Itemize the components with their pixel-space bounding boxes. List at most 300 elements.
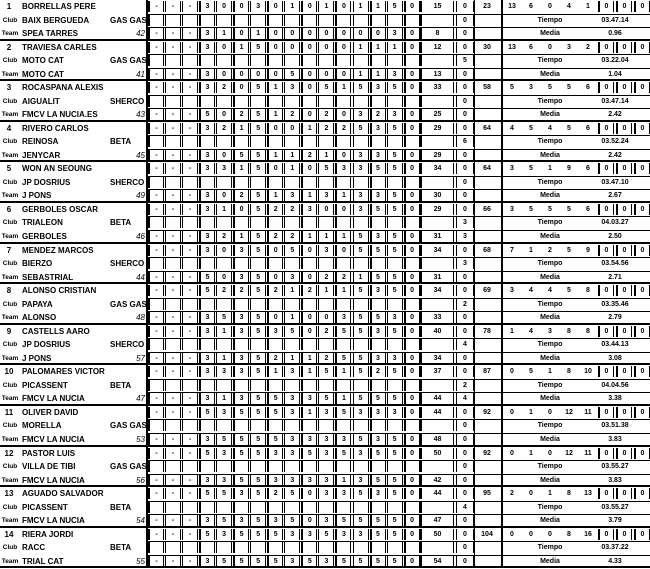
empty-cell (387, 217, 403, 228)
zone-score-cell: 0 (404, 515, 420, 526)
rider-team: GERBOLES (22, 231, 67, 241)
score-count: 16 (584, 530, 592, 538)
empty-cell (165, 177, 181, 188)
dash-cell: - (148, 488, 164, 499)
zone-score-cell: 0 (404, 285, 420, 296)
zone-score-cell: 2 (318, 353, 334, 364)
dash-cell: - (165, 515, 181, 526)
empty-cell (233, 258, 249, 269)
empty-cell (216, 461, 232, 472)
extra-cell: 0 (616, 245, 632, 256)
score-count: 5 (529, 205, 533, 213)
empty-cell (267, 461, 283, 472)
empty-cell (233, 299, 249, 310)
zone-score-cell: 1 (335, 393, 351, 404)
zone-score-cell: 5 (353, 326, 369, 337)
dash-cell: - (182, 556, 198, 567)
dash-cell: - (182, 231, 198, 242)
score-count: 8 (567, 327, 571, 335)
rider-line-name (0, 122, 650, 136)
zone-score-cell: 0 (216, 109, 232, 120)
zone-score-cell: 3 (199, 1, 215, 12)
tiempo-value: 03.47.10 (601, 178, 629, 186)
zone-score-cell: 0 (301, 312, 317, 323)
lap-penalty-cell: 0 (456, 150, 474, 161)
zone-score-cell: 3 (250, 1, 266, 12)
zone-score-cell: 5 (301, 556, 317, 567)
rider-line-club (0, 298, 650, 312)
empty-cell (335, 420, 351, 431)
zone-score-cell: 2 (301, 150, 317, 161)
score-count: 11 (584, 408, 592, 416)
rider-line-name (0, 325, 650, 339)
empty-cell (216, 542, 232, 553)
empty-cell (335, 461, 351, 472)
zone-score-cell: 5 (370, 163, 386, 174)
zone-score-cell: 1 (233, 163, 249, 174)
empty-cell (404, 420, 420, 431)
zone-score-cell: 3 (199, 393, 215, 404)
rider-number: 41 (136, 69, 145, 79)
lap-total-cell: 44 (420, 393, 454, 404)
time-penalty-cell: 6 (456, 136, 474, 147)
score-count: 0 (548, 449, 552, 457)
zone-score-cell: 3 (199, 231, 215, 242)
zone-score-cell: 1 (335, 190, 351, 201)
rider-brand: SHERCO (110, 259, 145, 269)
rider-entry (0, 41, 650, 82)
extra-cell: 0 (616, 123, 632, 134)
zone-score-cell: 3 (301, 204, 317, 215)
dash-cell: - (182, 109, 198, 120)
empty-cell (216, 55, 232, 66)
rider-name: CASTELLS AARO (22, 326, 90, 336)
zone-score-cell: 1 (216, 28, 232, 39)
empty-cell (420, 502, 454, 513)
extra-cell: 0 (598, 366, 614, 377)
zone-score-cell: 5 (250, 285, 266, 296)
lap-penalty-cell: 0 (456, 312, 474, 323)
empty-cell (165, 420, 181, 431)
empty-cell (148, 542, 164, 553)
empty-cell (148, 339, 164, 350)
extra-cell: 0 (616, 529, 632, 540)
dash-cell: - (148, 69, 164, 80)
zone-score-cell: 3 (199, 123, 215, 134)
empty-cell (353, 177, 369, 188)
score-count: 4 (548, 287, 552, 295)
team-label: Team (1, 151, 19, 159)
score-count: 7 (510, 246, 514, 254)
empty-cell (148, 461, 164, 472)
zone-score-cell: 1 (353, 42, 369, 53)
empty-cell (267, 299, 283, 310)
extra-cell: 0 (634, 448, 650, 459)
zone-score-cell: 2 (284, 231, 300, 242)
zone-score-cell: 1 (267, 366, 283, 377)
zone-score-cell: 0 (301, 69, 317, 80)
zone-score-cell: 1 (301, 366, 317, 377)
empty-cell (182, 339, 198, 350)
empty-cell (148, 136, 164, 147)
zone-score-cell: 3 (199, 245, 215, 256)
rider-number: 55 (136, 556, 145, 566)
zone-score-cell: 1 (284, 1, 300, 12)
media-value: 2.71 (608, 273, 622, 281)
zone-score-cell: 5 (250, 190, 266, 201)
rider-entry (0, 244, 650, 285)
grand-total: 64 (483, 165, 491, 173)
dash-cell: - (165, 312, 181, 323)
zone-score-cell: 0 (267, 272, 283, 283)
zone-score-cell: 3 (267, 326, 283, 337)
media-label: Media (540, 435, 560, 443)
lap-total-cell: 34 (420, 285, 454, 296)
empty-cell (318, 96, 334, 107)
dash-cell: - (148, 529, 164, 540)
lap-total-cell: 34 (420, 245, 454, 256)
empty-cell (335, 502, 351, 513)
lap-total-cell: 34 (420, 353, 454, 364)
lap-total-cell: 15 (420, 1, 454, 12)
empty-cell (284, 542, 300, 553)
extra-cell: 0 (598, 163, 614, 174)
zone-score-cell: 3 (199, 204, 215, 215)
dash-cell: - (165, 353, 181, 364)
rider-position: 3 (6, 83, 12, 93)
rider-entry (0, 528, 650, 569)
rider-name: ALONSO CRISTIAN (22, 286, 97, 296)
empty-cell (335, 136, 351, 147)
tiempo-value: 03.37.22 (601, 544, 629, 552)
empty-cell (353, 420, 369, 431)
lap-penalty-cell: 0 (456, 163, 474, 174)
zone-score-cell: 3 (370, 150, 386, 161)
tiempo-value: 03.47.14 (601, 16, 629, 24)
time-penalty-cell: 3 (456, 258, 474, 269)
zone-score-cell: 5 (250, 163, 266, 174)
score-count: 1 (529, 449, 533, 457)
zone-score-cell: 3 (216, 163, 232, 174)
zone-score-cell: 5 (267, 556, 283, 567)
zone-score-cell: 1 (250, 28, 266, 39)
zone-score-cell: 2 (267, 204, 283, 215)
zone-score-cell: 5 (250, 82, 266, 93)
empty-cell (353, 461, 369, 472)
lap-penalty-cell: 0 (456, 556, 474, 567)
empty-cell (267, 420, 283, 431)
score-count: 0 (510, 368, 514, 376)
zone-score-cell: 5 (250, 393, 266, 404)
zone-score-cell: 3 (318, 245, 334, 256)
empty-cell (353, 55, 369, 66)
lap-penalty-cell: 0 (456, 448, 474, 459)
tiempo-value: 03.47.14 (601, 97, 629, 105)
dash-cell: - (165, 150, 181, 161)
zone-score-cell: 0 (335, 150, 351, 161)
score-count: 6 (586, 84, 590, 92)
zone-score-cell: 0 (404, 123, 420, 134)
zone-score-cell: 5 (250, 204, 266, 215)
dash-cell: - (165, 529, 181, 540)
extra-cell: 0 (598, 488, 614, 499)
empty-cell (318, 299, 334, 310)
empty-cell (199, 542, 215, 553)
score-count: 5 (529, 124, 533, 132)
rider-line-team (0, 68, 650, 82)
zone-score-cell: 2 (335, 123, 351, 134)
rider-line-team (0, 108, 650, 122)
extra-cell: 0 (634, 407, 650, 418)
zone-score-cell: 3 (318, 434, 334, 445)
grand-total: 87 (483, 368, 491, 376)
zone-score-cell: 5 (370, 448, 386, 459)
rider-number: 46 (136, 231, 145, 241)
extra-cell: 0 (634, 285, 650, 296)
empty-cell (148, 55, 164, 66)
grand-total: 92 (483, 408, 491, 416)
zone-score-cell: 5 (370, 272, 386, 283)
zone-score-cell: 5 (387, 1, 403, 12)
zone-score-cell: 5 (353, 515, 369, 526)
zone-score-cell: 3 (284, 190, 300, 201)
empty-cell (370, 420, 386, 431)
zone-score-cell: 0 (216, 1, 232, 12)
empty-cell (199, 177, 215, 188)
zone-score-cell: 1 (301, 190, 317, 201)
lap-penalty-cell: 0 (456, 529, 474, 540)
lap-total-cell: 34 (420, 163, 454, 174)
rider-team: JENYCAR (22, 150, 61, 160)
grand-total: 23 (483, 3, 491, 10)
tiempo-label: Tiempo (537, 341, 563, 349)
empty-cell (420, 15, 454, 26)
empty-cell (148, 380, 164, 391)
zone-score-cell: 0 (404, 190, 420, 201)
empty-cell (165, 15, 181, 26)
lap-total-cell: 33 (420, 82, 454, 93)
empty-cell (335, 339, 351, 350)
dash-cell: - (182, 393, 198, 404)
score-count: 0 (510, 449, 514, 457)
score-count: 4 (548, 124, 552, 132)
dash-cell: - (148, 28, 164, 39)
empty-cell (199, 461, 215, 472)
zone-score-cell: 0 (233, 204, 249, 215)
empty-cell (318, 217, 334, 228)
empty-cell (387, 380, 403, 391)
zone-score-cell: 1 (301, 353, 317, 364)
empty-cell (420, 136, 454, 147)
grand-total: 66 (483, 205, 491, 213)
lap-total-cell: 47 (420, 515, 454, 526)
empty-cell (353, 258, 369, 269)
rider-line-name (0, 284, 650, 298)
grand-total: 92 (483, 449, 491, 457)
dash-cell: - (165, 245, 181, 256)
lap-total-cell: 44 (420, 488, 454, 499)
empty-cell (284, 15, 300, 26)
lap-penalty-cell: 0 (456, 69, 474, 80)
empty-cell (284, 461, 300, 472)
zone-score-cell: 3 (199, 475, 215, 486)
zone-score-cell: 0 (233, 82, 249, 93)
extra-cell: 0 (616, 448, 632, 459)
empty-cell (250, 258, 266, 269)
zone-score-cell: 5 (199, 109, 215, 120)
zone-score-cell: 5 (353, 353, 369, 364)
zone-score-cell: 3 (301, 475, 317, 486)
grand-total: 64 (483, 124, 491, 132)
rider-entry (0, 447, 650, 488)
zone-score-cell: 0 (267, 245, 283, 256)
extra-cell: 0 (634, 488, 650, 499)
zone-score-cell: 5 (370, 245, 386, 256)
score-count: 11 (584, 449, 592, 457)
rider-name: TRAVIESA CARLES (22, 42, 97, 52)
zone-score-cell: 3 (233, 366, 249, 377)
zone-score-cell: 3 (284, 556, 300, 567)
rider-line-name (0, 528, 650, 542)
media-label: Media (540, 30, 560, 37)
empty-cell (233, 55, 249, 66)
zone-score-cell: 1 (301, 123, 317, 134)
dash-cell: - (148, 407, 164, 418)
rider-brand: BETA (110, 218, 132, 228)
empty-cell (420, 299, 454, 310)
rider-number: 48 (136, 313, 145, 323)
score-count: 6 (586, 165, 590, 173)
zone-score-cell: 2 (370, 366, 386, 377)
dash-cell: - (148, 1, 164, 12)
empty-cell (318, 177, 334, 188)
zone-score-cell: 3 (284, 407, 300, 418)
empty-cell (404, 502, 420, 513)
team-label: Team (1, 192, 19, 200)
empty-cell (404, 177, 420, 188)
zone-score-cell: 5 (387, 475, 403, 486)
zone-score-cell: 0 (404, 434, 420, 445)
dash-cell: - (182, 448, 198, 459)
empty-cell (216, 299, 232, 310)
rider-team: FMCV LA NUCIA (22, 475, 85, 485)
empty-cell (165, 502, 181, 513)
zone-score-cell: 5 (353, 393, 369, 404)
zone-score-cell: 3 (353, 407, 369, 418)
zone-score-cell: 0 (301, 515, 317, 526)
lap-penalty-cell: 0 (456, 407, 474, 418)
zone-score-cell: 0 (267, 163, 283, 174)
dash-cell: - (165, 109, 181, 120)
time-penalty-cell: 0 (456, 420, 474, 431)
tiempo-label: Tiempo (537, 503, 563, 511)
zone-score-cell: 0 (404, 28, 420, 39)
zone-score-cell: 3 (233, 515, 249, 526)
empty-cell (250, 96, 266, 107)
zone-score-cell: 5 (250, 109, 266, 120)
lap-penalty-cell: 0 (456, 190, 474, 201)
lap-total-cell: 12 (420, 42, 454, 53)
empty-cell (267, 136, 283, 147)
empty-cell (199, 380, 215, 391)
empty-cell (182, 177, 198, 188)
tiempo-value: 03.55.27 (601, 463, 629, 471)
media-value: 1.04 (608, 70, 622, 78)
zone-score-cell: 5 (318, 393, 334, 404)
rider-position: 9 (6, 326, 12, 336)
media-value: 2.67 (608, 192, 622, 200)
empty-cell (370, 299, 386, 310)
media-label: Media (540, 151, 560, 159)
zone-score-cell: 3 (233, 353, 249, 364)
lap-total-cell: 31 (420, 272, 454, 283)
zone-score-cell: 5 (233, 434, 249, 445)
empty-cell (233, 177, 249, 188)
zone-score-cell: 0 (267, 69, 283, 80)
media-label: Media (540, 557, 560, 565)
score-count: 13 (584, 490, 592, 498)
dash-cell: - (148, 434, 164, 445)
club-label: Club (2, 219, 18, 227)
extra-cell: 0 (634, 245, 650, 256)
rider-team: FMCV LA NUCIA (22, 394, 85, 404)
zone-score-cell: 2 (233, 190, 249, 201)
rider-club: JP DOSRIUS (22, 340, 71, 350)
empty-cell (370, 461, 386, 472)
empty-cell (284, 55, 300, 66)
empty-cell (404, 380, 420, 391)
empty-cell (267, 55, 283, 66)
zone-score-cell: 0 (267, 123, 283, 134)
empty-cell (301, 96, 317, 107)
team-label: Team (1, 354, 19, 362)
zone-score-cell: 0 (267, 28, 283, 39)
grand-total: 78 (483, 327, 491, 335)
zone-score-cell: 5 (387, 285, 403, 296)
zone-score-cell: 3 (267, 448, 283, 459)
empty-cell (370, 339, 386, 350)
media-label: Media (540, 517, 560, 525)
media-label: Media (540, 192, 560, 200)
empty-cell (250, 217, 266, 228)
zone-score-cell: 5 (353, 366, 369, 377)
empty-cell (284, 96, 300, 107)
zone-score-cell: 5 (267, 529, 283, 540)
lap-penalty-cell: 4 (456, 393, 474, 404)
empty-cell (267, 542, 283, 553)
zone-score-cell: 5 (335, 448, 351, 459)
tiempo-label: Tiempo (537, 544, 563, 552)
score-count: 13 (508, 3, 516, 10)
zone-score-cell: 3 (318, 448, 334, 459)
empty-cell (250, 339, 266, 350)
tiempo-label: Tiempo (537, 57, 563, 65)
empty-cell (284, 136, 300, 147)
media-label: Media (540, 232, 560, 240)
extra-cell: 0 (634, 42, 650, 53)
rider-entry (0, 0, 650, 41)
zone-score-cell: 0 (267, 1, 283, 12)
media-value: 0.96 (608, 30, 622, 37)
zone-score-cell: 5 (284, 326, 300, 337)
zone-score-cell: 1 (284, 150, 300, 161)
empty-cell (301, 339, 317, 350)
empty-cell (199, 420, 215, 431)
zone-score-cell: 0 (404, 163, 420, 174)
zone-score-cell: 3 (233, 312, 249, 323)
zone-score-cell: 0 (404, 326, 420, 337)
zone-score-cell: 2 (216, 285, 232, 296)
